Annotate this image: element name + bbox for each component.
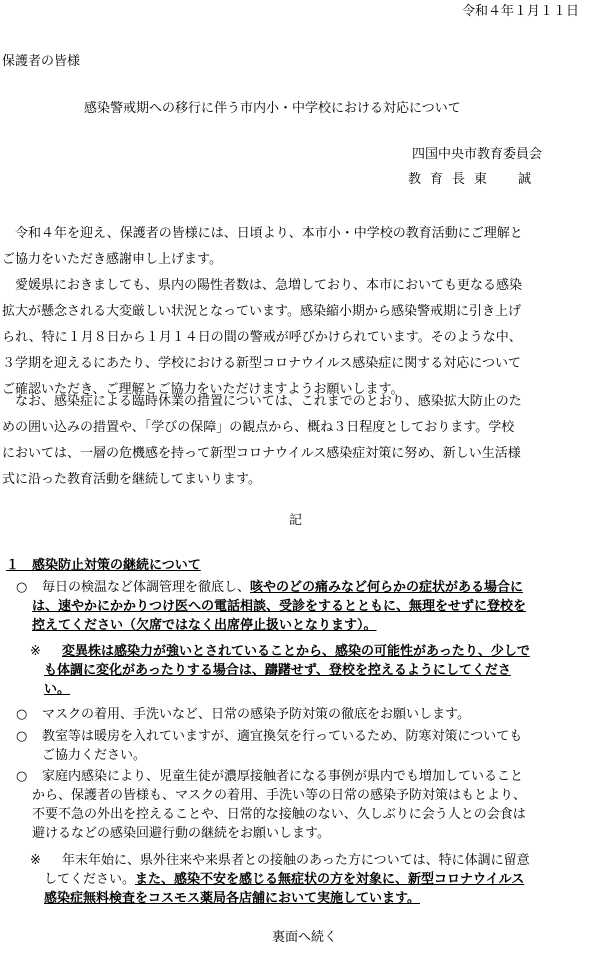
- item-text: ご協力ください。: [42, 748, 147, 763]
- list-item-household: [16, 767, 592, 843]
- emphasis-text: も体調に変化があったりする場合は、躊躇せず、登校を控えるようにしてくださ: [44, 663, 511, 678]
- item-text: から、保護者の皆様も、マスクの着用、手洗い等の日常の感染予防対策はもとより、: [32, 788, 527, 803]
- document-date: 令和４年１月１１日: [461, 4, 579, 19]
- ki-heading: 記: [289, 513, 303, 528]
- paragraph-line: 拡大が懸念される大変厳しい状況となっています。感染縮小期から感染警戒期に引き上げ: [2, 304, 521, 319]
- emphasis-text: 控えてください（欠席ではなく出席停止扱いとなります）。: [32, 618, 377, 633]
- item-text: マスクの着用、手洗いなど、日常の感染予防対策の徹底をお願いします。: [42, 707, 470, 722]
- circle-bullet: ○: [16, 769, 28, 784]
- subject-title: 感染警戒期への移行に伴う市内小・中学校における対応について: [84, 101, 461, 116]
- list-item-ventilation: [16, 727, 592, 765]
- emphasis-text: い。: [44, 682, 71, 697]
- issuer-organization: 四国中央市教育委員会: [412, 147, 543, 162]
- continued-note: 裏面へ続く: [272, 930, 338, 945]
- emphasis-text: 変異株は感染力が強いとされていることから、感染の可能性があったり、少しで: [62, 644, 530, 659]
- emphasis-text: また、感染不安を感じる無症状の方を対象に、新型コロナウイルス: [135, 872, 525, 887]
- paragraph-line: なお、感染症による臨時休業の措置については、これまでのとおり、感染拡大防止のた: [2, 394, 522, 409]
- emphasis-text: 無理をせずに登校を: [409, 599, 527, 614]
- list-item-testing-note: [16, 851, 592, 908]
- paragraph-line: 愛媛県におきましても、県内の陽性者数は、急増しており、本市においても更なる感染: [2, 278, 523, 293]
- item-text: 避けるなどの感染回避行動の継続をお願いします。: [32, 826, 330, 841]
- item-text: 家庭内感染により、児童生徒が濃厚接触者になる事例が県内でも増加していること: [42, 769, 524, 784]
- paragraph-line: ご確認いただき、ご理解とご協力をいただけますようお願いします。: [2, 382, 404, 397]
- paragraph-line: 式に沿った教育活動を継続してまいります。: [2, 472, 261, 487]
- paragraph-line: めの囲い込みの措置や、「学びの保障」の観点から、概ね３日程度としております。学校: [2, 420, 515, 435]
- paragraph-line: においては、一層の危機感を持って新型コロナウイルス感染症対策に努め、新しい生活様: [2, 446, 521, 461]
- paragraph-line: られ、特に１月８日から１月１４日の間の警戒が呼びかけられています。そのような中、: [2, 330, 522, 345]
- emphasis-text: は、速やかにかかりつけ医への電話相談、受診をするとともに、: [32, 599, 410, 614]
- paragraph-line: ご協力をいただき感謝申し上げます。: [2, 252, 222, 267]
- section-heading: １ 感染防止対策の継続について: [6, 558, 201, 573]
- list-item-variant-note: [16, 642, 592, 699]
- circle-bullet: ○: [16, 729, 28, 744]
- item-text: 毎日の検温など体調管理を徹底し、: [42, 580, 251, 595]
- issuer-person: 教育長東 誠: [408, 172, 541, 187]
- item-text: 不要不急の外出を控えることや、日常的な接触のない、久しぶりに会う人との会食は: [32, 807, 526, 822]
- list-item-health-check: [16, 578, 592, 635]
- emphasis-text: 感染症無料検査をコスモス薬局各店舗において実施しています。: [44, 891, 420, 906]
- note-mark: ※: [30, 644, 41, 659]
- item-text: 教室等は暖房を入れていますが、適宜換気を行っているため、防寒対策についても: [42, 729, 523, 744]
- addressee: 保護者の皆様: [2, 54, 81, 69]
- paragraph-line: 令和４年を迎え、保護者の皆様には、日頃より、本市小・中学校の教育活動にご理解と: [2, 226, 523, 241]
- item-text: 年末年始に、県外往来や来県者との接触のあった方については、特に体調に留意: [62, 853, 530, 868]
- intro-paragraph: [2, 221, 592, 273]
- paragraph-line: ３学期を迎えるにあたり、学校における新型コロナウイルス感染症に関する対応について: [2, 356, 521, 371]
- closure-paragraph: [2, 389, 592, 493]
- circle-bullet: ○: [16, 580, 28, 595]
- note-mark: ※: [30, 853, 41, 868]
- circle-bullet: ○: [16, 707, 28, 722]
- emphasis-text: 咳やのどの痛みなど何らかの症状がある場合に: [250, 580, 524, 595]
- item-text: してください。: [44, 872, 136, 887]
- situation-paragraph: [2, 273, 592, 403]
- list-item-mask: [16, 705, 592, 724]
